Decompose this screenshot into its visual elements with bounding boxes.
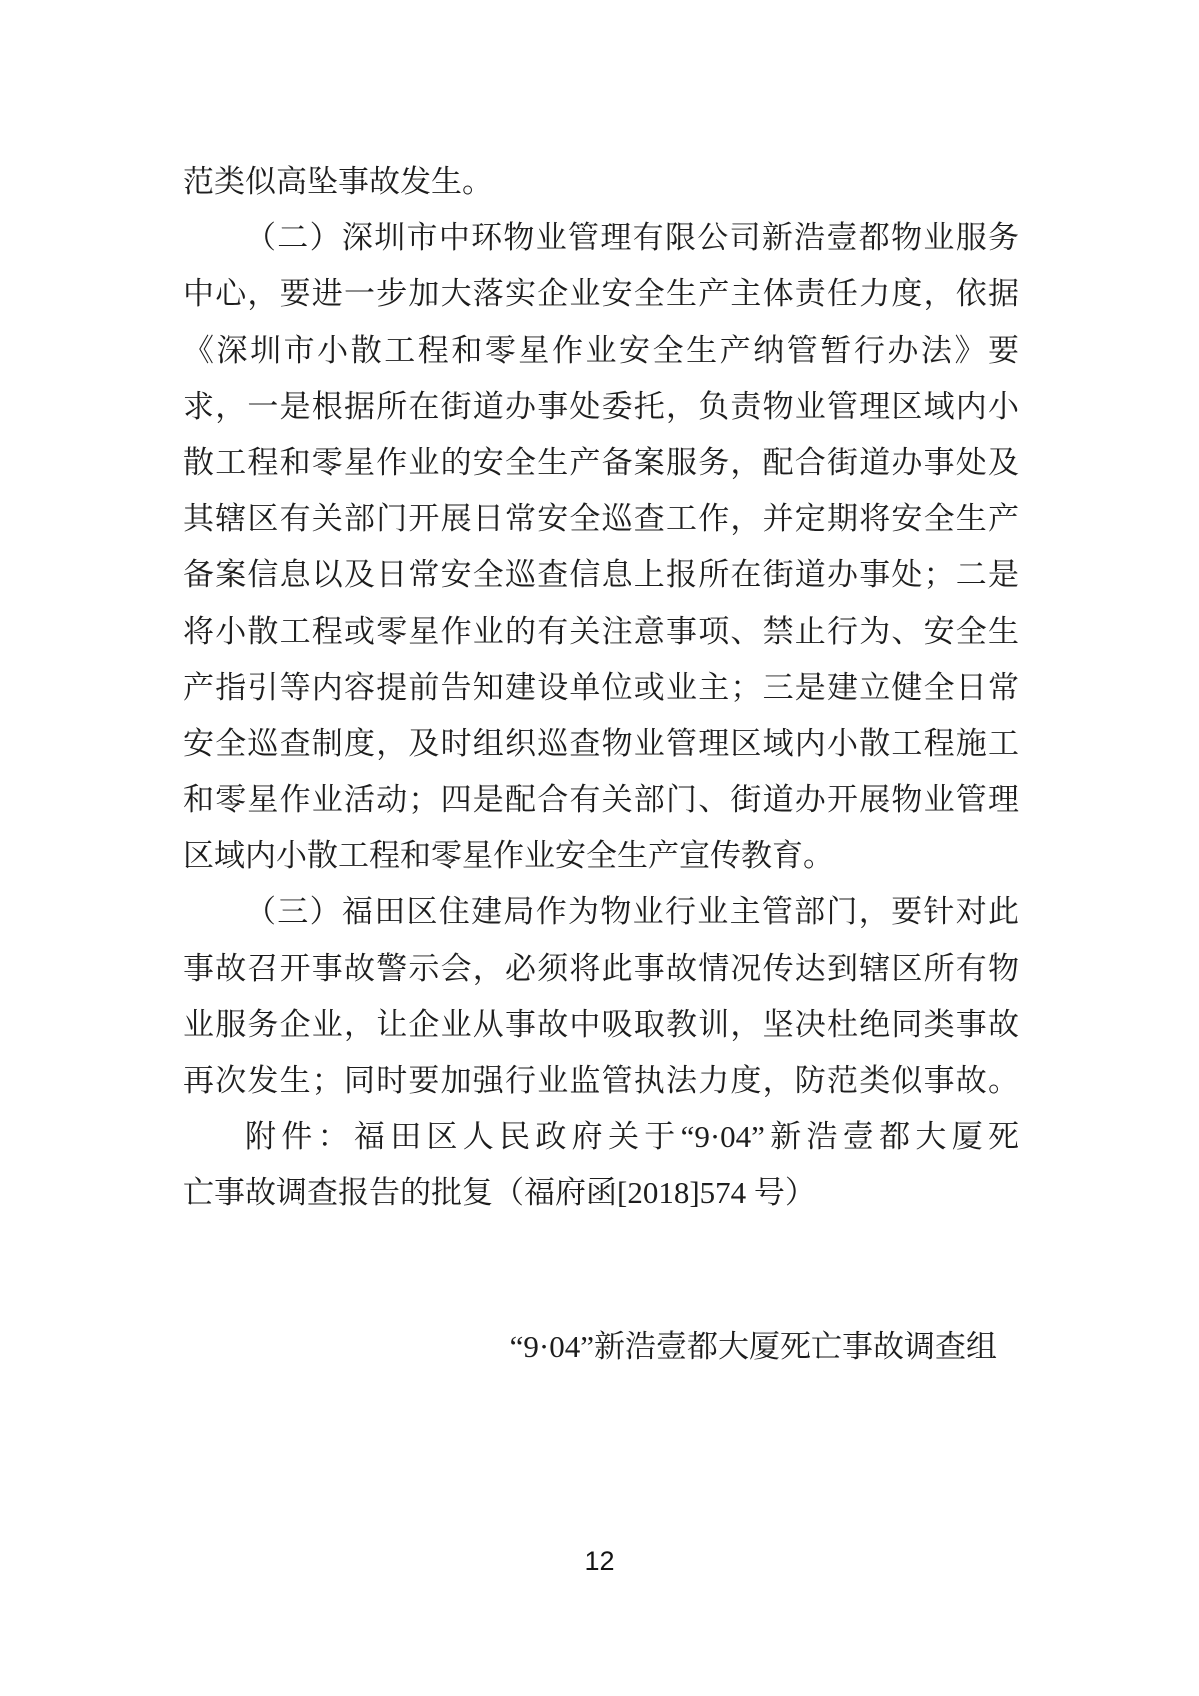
attachment-line: 亡事故调查报告的批复（福府函[2018]574 号） xyxy=(183,1175,816,1211)
text-line: 中心，要进一步加大落实企业安全生产主体责任力度，依据 xyxy=(183,276,1019,312)
text-line: 将小散工程或零星作业的有关注意事项、禁止行为、安全生 xyxy=(183,613,1019,649)
page-number: 12 xyxy=(584,1546,615,1576)
text-line: 其辖区有关部门开展日常安全巡查工作，并定期将安全生产 xyxy=(183,501,1019,537)
text-line: 再次发生；同时要加强行业监管执法力度，防范类似事故。 xyxy=(183,1063,1019,1098)
text-line: （二）深圳市中环物业管理有限公司新浩壹都物业服务 xyxy=(245,220,1019,256)
text-line: 事故召开事故警示会，必须将此事故情况传达到辖区所有物 xyxy=(183,950,1019,986)
signature-line: “9·04”新浩壹都大厦死亡事故调查组 xyxy=(509,1328,997,1364)
text-line: 安全巡查制度，及时组织巡查物业管理区域内小散工程施工 xyxy=(183,725,1019,761)
text-line: 产指引等内容提前告知建设单位或业主；三是建立健全日常 xyxy=(183,669,1019,705)
text-line: 和零星作业活动；四是配合有关部门、街道办开展物业管理 xyxy=(183,782,1019,818)
attachment-line: 附件：福田区人民政府关于“9·04”新浩壹都大厦死 xyxy=(245,1119,1019,1155)
text-line: 《深圳市小散工程和零星作业安全生产纳管暂行办法》要 xyxy=(183,332,1019,368)
text-line: 业服务企业，让企业从事故中吸取教训，坚决杜绝同类事故 xyxy=(183,1006,1019,1042)
text-line: 区域内小散工程和零星作业安全生产宣传教育。 xyxy=(183,838,834,874)
text-line: 求，一是根据所在街道办事处委托，负责物业管理区域内小 xyxy=(183,388,1019,424)
text-line: 备案信息以及日常安全巡查信息上报所在街道办事处；二是 xyxy=(183,557,1019,593)
document-body xyxy=(183,154,1019,1375)
text-line: 范类似高坠事故发生。 xyxy=(183,164,493,199)
text-line: 散工程和零星作业的安全生产备案服务，配合街道办事处及 xyxy=(183,444,1019,480)
text-line: （三）福田区住建局作为物业行业主管部门，要针对此 xyxy=(245,894,1019,930)
